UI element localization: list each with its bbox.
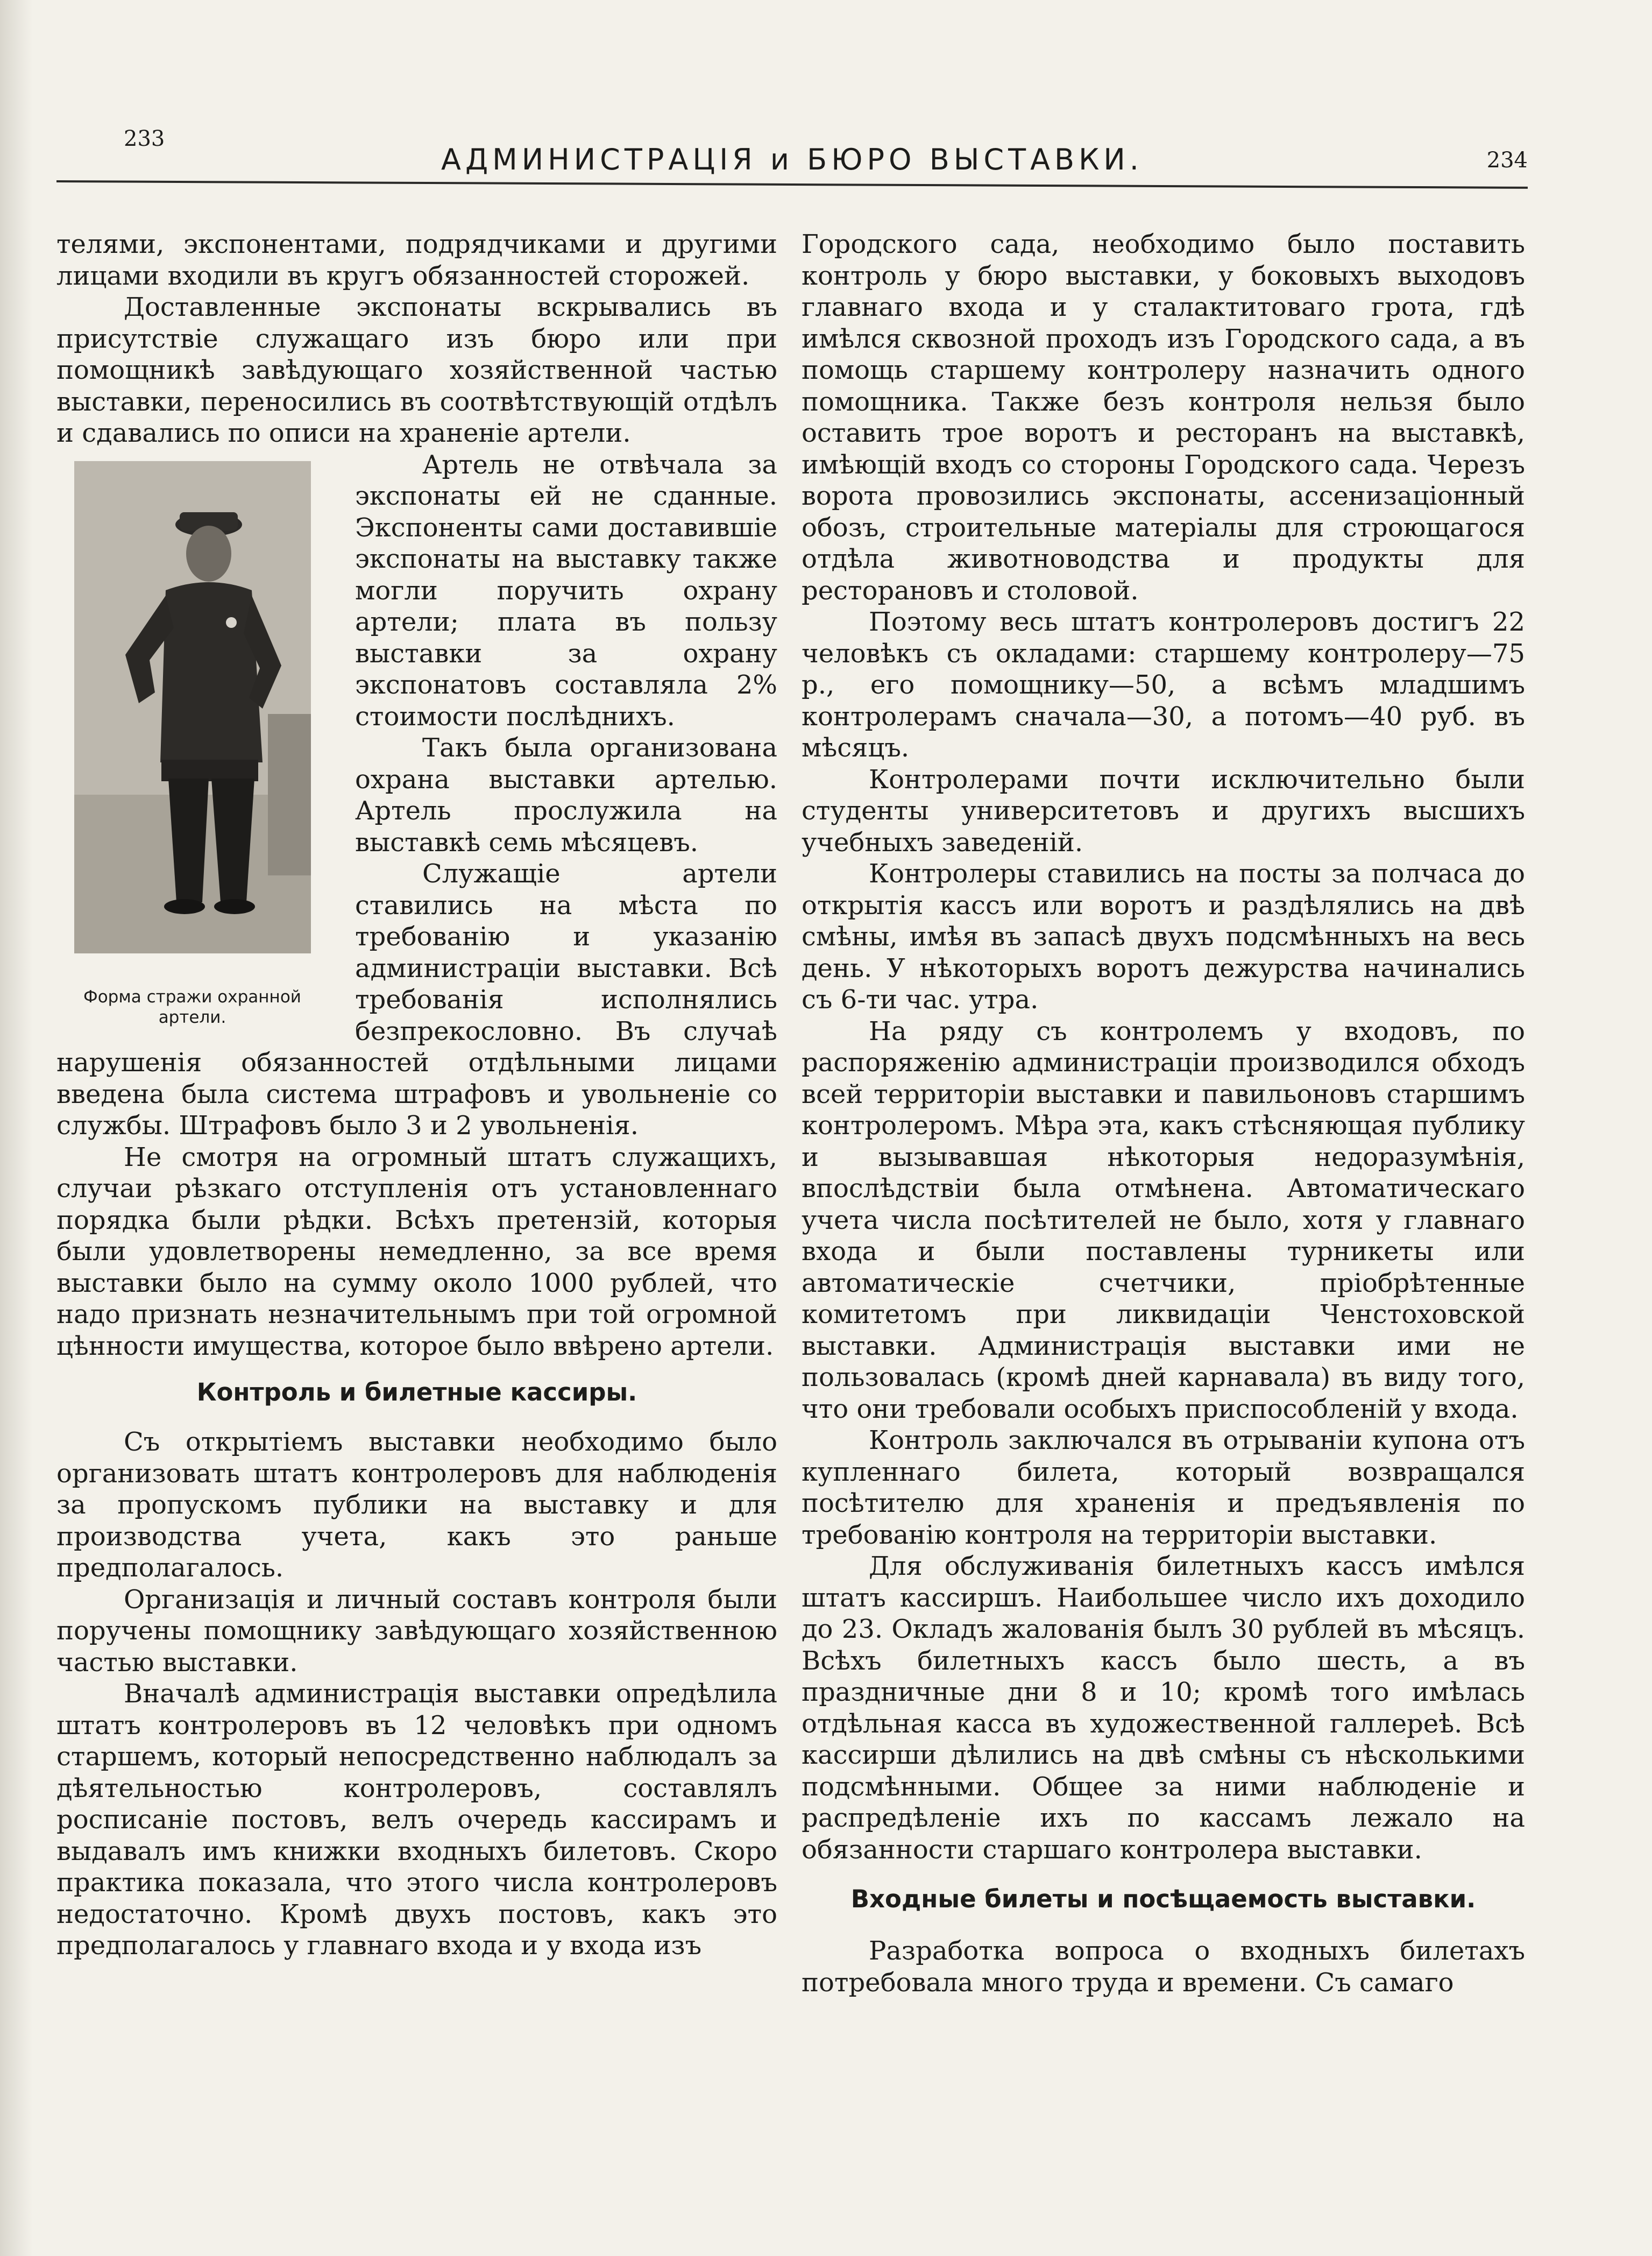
guard-uniform-photo [74,461,311,953]
paragraph: Съ открытіемъ выставки необходимо было организовать штатъ контролеровъ для наблюденія за пропускомъ публики на выставку и для производства учета, какъ это раньше предполагалось. [56,1427,777,1583]
figure [56,461,328,1028]
header-rule [56,180,1528,189]
page-header [56,116,1528,180]
paragraph: Артель не отвѣчала за экспонаты ей не сданные. Экспоненты сами доставившіе экспонаты на выставку также могли поручить охрану артели; плата въ пользу выставки за охрану экспонатовъ составляла 2% стоимости послѣднихъ. [355,449,777,732]
paragraph: Вначалѣ администрація выставки опредѣлила штатъ контролеровъ въ 12 человѣкъ при одномъ старшемъ, который непосредственно наблюдалъ за дѣятельностью контролеровъ, составлялъ росписаніе постовъ, велъ очередь кассирамъ и выдавалъ имъ книжки входныхъ билетовъ. Скоро практика показала, что этого числа контролеровъ недостаточно. Кромѣ двухъ постовъ, какъ это предполагалось у главнаго входа и у входа изъ [56,1679,777,1961]
guard-figure-illustration [74,461,311,953]
page-edge-shadow [0,0,32,2256]
paragraph: На ряду съ контролемъ у входовъ, по распоряженію администраціи производился обходъ всей территоріи выставки и павильоновъ старшимъ контролеромъ. Мѣра эта, какъ стѣсняющая публику и вызывавшая нѣкоторыя недоразумѣнія, впослѣдствіи была отмѣнена. Автоматическаго учета числа посѣтителей не было, хотя у главнаго входа и были поставлены турникеты или автоматическіе счетчики, пріобрѣтенные комитетомъ при ликвидаціи Ченстоховской выставки. Администрація выставки ими не пользовалась (кромѣ дней карнавала) въ виду того, что они требовали особыхъ приспособленій у входа. [802,1016,1525,1424]
paragraph: Поэтому весь штатъ контролеровъ достигъ 22 человѣкъ съ окладами: старшему контролеру—75 р., его помощнику—50, а всѣмъ младшимъ контролерамъ сначала—30, а потомъ—40 руб. въ мѣсяцъ. [802,607,1525,763]
paragraph: Организація и личный составъ контроля были поручены помощнику завѣдующаго хозяйственною частью выставки. [56,1584,777,1678]
section-heading: Контроль и билетные кассиры. [196,1378,637,1406]
paragraph: Служащіе артели ставились на мѣста по требованію и указанію администраціи выставки. Всѣ требованія исполнялись безпрекословно. Въ случаѣ нарушенія обязанностей отдѣльными лицами введена была система штрафовъ и увольненіе со службы. Штрафовъ было 3 и 2 увольненія. [56,859,777,1141]
running-title: АДМИНИСТРАЦІЯ и БЮРО ВЫСТАВКИ. [441,143,1143,176]
section-heading: Входные билеты и посѣщаемость выставки. [850,1885,1476,1913]
paragraph: Разработка вопроса о входныхъ билетахъ потребовала много труда и времени. Съ самаго [802,1936,1525,1998]
paragraph: Контролеры ставились на посты за полчаса до открытія кассъ или воротъ и раздѣлялись на двѣ смѣны, имѣя въ запасѣ двухъ подсмѣнныхъ на весь день. У нѣкоторыхъ воротъ дежурства начинались съ 6-ти час. утра. [802,859,1525,1015]
page-number-right: 234 [1486,148,1528,173]
paragraph: телями, экспонентами, подрядчиками и другими лицами входили въ кругъ обязанностей сторожей. [56,229,777,291]
paragraph: Для обслуживанія билетныхъ кассъ имѣлся штатъ кассиршъ. Наибольшее число ихъ доходило до 23. Окладъ жалованія былъ 30 рублей въ мѣсяцъ. Всѣхъ билетныхъ кассъ было шесть, а въ праздничные дни 8 и 10; кромѣ того имѣлась отдѣльная касса въ художественной галлереѣ. Всѣ кассирши дѣлились на двѣ смѣны съ нѣсколькими подсмѣнными. Общее за ними наблюденіе и распредѣленіе ихъ по кассамъ лежало на обязанности старшаго контролера выставки. [802,1551,1525,1865]
paragraph: Доставленные экспонаты вскрывались въ присутствіе служащаго изъ бюро или при помощникѣ завѣдующаго хозяйственной частью выставки, переносились въ соотвѣтствующій отдѣлъ и сдавались по описи на храненіе артели. [56,292,777,448]
paragraph: Контролерами почти исключительно были студенты университетовъ и другихъ высшихъ учебныхъ заведеній. [802,764,1525,858]
paragraph: Городского сада, необходимо было поставить контроль у бюро выставки, у боковыхъ выходовъ главнаго входа и у сталактитоваго грота, гдѣ имѣлся сквозной проходъ изъ Городского сада, а въ помощь старшему контролеру назначить одного помощника. Также безъ контроля нельзя было оставить трое воротъ и ресторанъ на выставкѣ, имѣющій входъ со стороны Городского сада. Черезъ ворота провозились экспонаты, ассенизаціонный обозъ, строительные матеріалы для строющагося отдѣла животноводства и продукты для ресторановъ и столовой. [802,229,1525,606]
right-column [802,229,1525,1998]
page-number-left: 233 [124,126,165,151]
paragraph: Не смотря на огромный штатъ служащихъ, случаи рѣзкаго отступленія отъ установленнаго порядка были рѣдки. Всѣхъ претензій, которыя были удовлетворены немедленно, за все время выставки было на сумму около 1000 рублей, что надо признать незначительнымъ при той огромной цѣнности имущества, которое было ввѣрено артели. [56,1142,777,1361]
left-column [56,229,777,1962]
figure-caption: Форма стражи охранной артели. [83,987,301,1027]
paragraph: Контроль заключался въ отрываніи купона отъ купленнаго билета, который возвращался посѣтителю для храненія и предъявленія по требованію контроля на территоріи выставки. [802,1425,1525,1550]
paragraph: Такъ была организована охрана выставки артелью. Артель прослужила на выставкѣ семь мѣсяцевъ. [355,733,777,858]
